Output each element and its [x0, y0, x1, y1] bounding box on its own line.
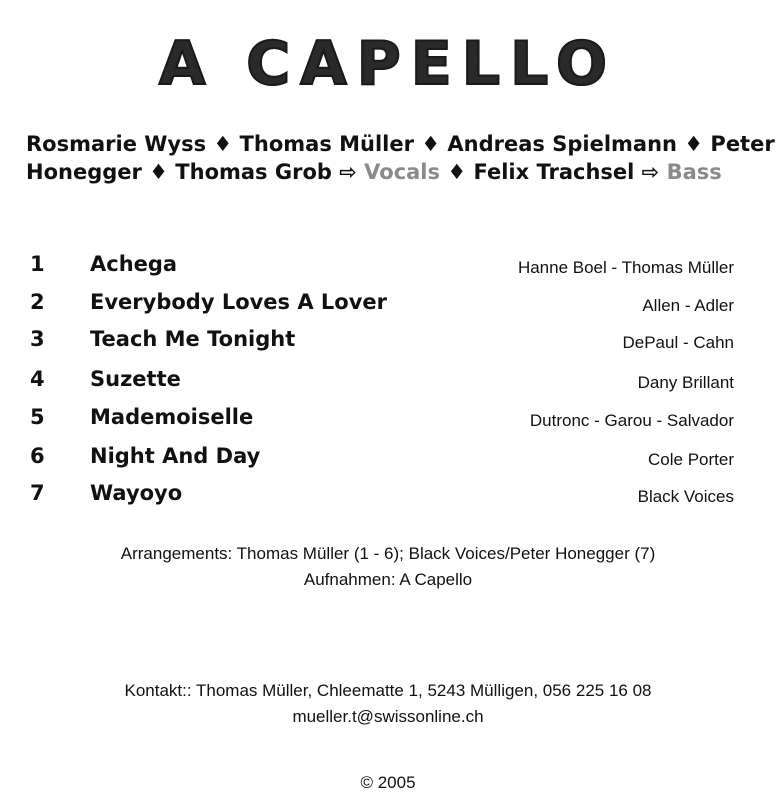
role-bass: Bass: [666, 160, 722, 184]
track-row: [0, 405, 776, 439]
contact-email: mueller.t@swissonline.ch: [292, 707, 484, 726]
track-row: [0, 367, 776, 401]
credits: [0, 541, 776, 593]
track-number: 2: [30, 290, 45, 314]
track-composer: Hanne Boel - Thomas Müller: [517, 258, 734, 277]
track-number: 5: [30, 405, 45, 429]
contact-info: [0, 678, 776, 730]
track-row: [0, 290, 776, 324]
logo-text: A CAPELLO: [158, 29, 618, 99]
members-line-2a: Honegger ♦ Thomas Grob ⇨: [26, 160, 365, 184]
track-number: 3: [30, 327, 45, 351]
role-vocals: Vocals: [364, 160, 441, 184]
track-composer: Cole Porter: [648, 450, 734, 469]
track-number: 4: [30, 367, 45, 391]
track-number: 6: [30, 444, 45, 468]
track-number: 1: [30, 252, 45, 276]
track-number: 7: [30, 481, 45, 505]
track-composer: DePaul - Cahn: [622, 333, 734, 352]
logo: [0, 29, 776, 99]
members-line-2b: ♦ Felix Trachsel ⇨: [440, 160, 667, 184]
track-composer: Black Voices: [637, 487, 734, 506]
track-title: Everybody Loves A Lover: [90, 290, 388, 314]
members-line-1: Rosmarie Wyss ♦ Thomas Müller ♦ Andreas Spielmann ♦ Peter: [26, 132, 775, 156]
track-title: Teach Me Tonight: [90, 327, 296, 351]
track-title: Night And Day: [90, 444, 261, 468]
band-members: [26, 130, 775, 186]
track-composer: Dany Brillant: [637, 373, 734, 392]
track-title: Mademoiselle: [90, 405, 254, 429]
track-row: [0, 444, 776, 478]
track-row: [0, 481, 776, 515]
members-line-2: [26, 158, 746, 186]
recordings-credit: Aufnahmen: A Capello: [303, 570, 473, 589]
arrangements-credit: Arrangements: Thomas Müller (1 - 6); Black Voices/Peter Honegger (7): [120, 544, 656, 563]
track-composer: Allen - Adler: [642, 296, 734, 315]
track-row: [0, 252, 776, 286]
track-title: Achega: [90, 252, 178, 276]
contact-address: Kontakt:: Thomas Müller, Chleematte 1, 5243 Mülligen, 056 225 16 08: [124, 681, 652, 700]
track-title: Suzette: [90, 367, 181, 391]
track-composer: Dutronc - Garou - Salvador: [529, 411, 734, 430]
copyright: © 2005: [360, 773, 416, 792]
track-row: [0, 327, 776, 361]
track-title: Wayoyo: [90, 481, 183, 505]
